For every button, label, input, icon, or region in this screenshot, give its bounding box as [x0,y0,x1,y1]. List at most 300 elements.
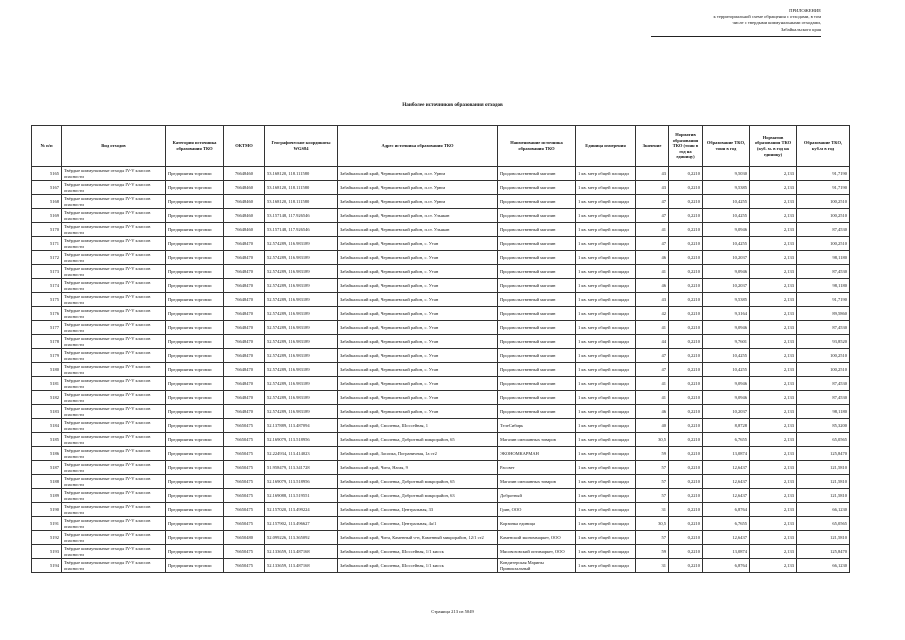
mass-tonnes-cell: 10,2037 [703,279,750,293]
row-number-cell: 5168 [32,195,62,209]
table-row [32,461,850,475]
waste-type-cell: Твёрдые коммунальные отходы IV-V классов опасности [62,419,166,433]
source-category-cell: Предприятия торговли [166,223,224,237]
address-cell: Забайкальский край, Чернышевский район, с. Утан [338,391,498,405]
unit-cell: 1 кв. метр общей площади [576,167,636,181]
volume-cell: 100,2510 [797,195,850,209]
unit-cell: 1 кв. метр общей площади [576,475,636,489]
source-category-cell: Предприятия торговли [166,531,224,545]
row-number-cell: 5177 [32,321,62,335]
source-name-cell: Продовольственный магазин [498,321,576,335]
unit-cell: 1 кв. метр общей площади [576,559,636,573]
waste-type-cell: Твёрдые коммунальные отходы IV-V классов опасности [62,391,166,405]
table-row [32,293,850,307]
source-category-cell: Предприятия торговли [166,433,224,447]
row-number-cell: 5182 [32,391,62,405]
norm-tonnes-cell: 0,2210 [669,489,703,503]
source-name-cell: Добротный [498,489,576,503]
unit-cell: 1 кв. метр общей площади [576,195,636,209]
norm-volume-cell: 2,133 [750,307,797,321]
oktmo-cell: 76648470 [224,363,265,377]
oktmo-cell: 76648460 [224,167,265,181]
oktmo-cell: 76648470 [224,237,265,251]
column-header: Вид отходов [62,126,166,167]
mass-tonnes-cell: 8,8728 [703,419,750,433]
oktmo-cell: 76650475 [224,419,265,433]
oktmo-cell: 76648470 [224,307,265,321]
norm-volume-cell: 2,133 [750,321,797,335]
appendix-line: Забайкальского края [780,26,821,32]
volume-cell: 121,5810 [797,461,850,475]
table-row [32,279,850,293]
norm-volume-cell: 2,133 [750,377,797,391]
volume-cell: 93,8520 [797,335,850,349]
oktmo-cell: 76650475 [224,433,265,447]
source-name-cell: Продовольственный магазин [498,349,576,363]
address-cell: Забайкальский край, Чернышевский район, с. Утан [338,237,498,251]
value-cell: 44 [636,335,669,349]
table-row [32,237,850,251]
mass-tonnes-cell: 9,5385 [703,181,750,195]
address-cell: Забайкальский край, Смоленка, Добротный микрорайон, 65 [338,433,498,447]
table-row [32,209,850,223]
source-name-cell: Продовольственный магазин [498,265,576,279]
row-number-cell: 5181 [32,377,62,391]
norm-volume-cell: 2,133 [750,279,797,293]
coordinates-cell: 52.574289, 116.983189 [265,279,338,293]
source-name-cell: Продовольственный магазин [498,209,576,223]
source-name-cell: Продовольственный магазин [498,181,576,195]
table-row [32,559,850,573]
table-row [32,195,850,209]
source-name-cell: Каменский экономмаркет, ООО [498,531,576,545]
oktmo-cell: 76650475 [224,489,265,503]
coordinates-cell: 52.574289, 116.983189 [265,307,338,321]
address-cell: Забайкальский край, Чита, Нагая, 9 [338,461,498,475]
norm-tonnes-cell: 0,2210 [669,531,703,545]
norm-volume-cell: 2,133 [750,545,797,559]
volume-cell: 91,7190 [797,293,850,307]
column-header: ОКТМО [224,126,265,167]
page-number: Страница 213 из 5049 [431,609,474,614]
unit-cell: 1 кв. метр общей площади [576,447,636,461]
source-category-cell: Предприятия торговли [166,419,224,433]
volume-cell: 65,0565 [797,517,850,531]
row-number-cell: 5191 [32,517,62,531]
norm-tonnes-cell: 0,2210 [669,195,703,209]
value-cell: 57 [636,461,669,475]
source-category-cell: Предприятия торговли [166,293,224,307]
value-cell: 31 [636,503,669,517]
waste-type-cell: Твёрдые коммунальные отходы IV-V классов опасности [62,475,166,489]
norm-volume-cell: 2,133 [750,517,797,531]
oktmo-cell: 76650475 [224,517,265,531]
coordinates-cell: 52.169079, 113.518956 [265,433,338,447]
oktmo-cell: 76648470 [224,335,265,349]
norm-volume-cell: 2,133 [750,391,797,405]
coordinates-cell: 52.574289, 116.983189 [265,405,338,419]
volume-cell: 91,7190 [797,167,850,181]
oktmo-cell: 76650480 [224,531,265,545]
table-row [32,335,850,349]
source-name-cell: Магазин смешанных товаров [498,433,576,447]
row-number-cell: 5176 [32,307,62,321]
unit-cell: 1 кв. метр общей площади [576,531,636,545]
volume-cell: 125,8470 [797,447,850,461]
row-number-cell: 5170 [32,223,62,237]
source-category-cell: Предприятия торговли [166,475,224,489]
norm-volume-cell: 2,133 [750,251,797,265]
norm-tonnes-cell: 0,2210 [669,349,703,363]
mass-tonnes-cell: 9,0946 [703,265,750,279]
waste-type-cell: Твёрдые коммунальные отходы IV-V классов опасности [62,279,166,293]
unit-cell: 1 кв. метр общей площади [576,223,636,237]
oktmo-cell: 76648460 [224,195,265,209]
waste-type-cell: Твёрдые коммунальные отходы IV-V классов опасности [62,321,166,335]
address-cell: Забайкальский край, Смоленка, Шоссейная, 1 [338,419,498,433]
oktmo-cell: 76650475 [224,461,265,475]
unit-cell: 1 кв. метр общей площади [576,321,636,335]
norm-tonnes-cell: 0,2210 [669,475,703,489]
address-cell: Забайкальский край, Чернышевский район, с. Утан [338,405,498,419]
row-number-cell: 5187 [32,461,62,475]
table-body [32,167,850,573]
mass-tonnes-cell: 12,6437 [703,461,750,475]
volume-cell: 87,4530 [797,321,850,335]
mass-tonnes-cell: 9,0946 [703,223,750,237]
oktmo-cell: 76648460 [224,209,265,223]
row-number-cell: 5186 [32,447,62,461]
coordinates-cell: 52.574289, 116.983189 [265,321,338,335]
norm-volume-cell: 2,133 [750,167,797,181]
value-cell: 41 [636,391,669,405]
address-cell: Забайкальский край, Чернышевский район, с. Утан [338,293,498,307]
value-cell: 46 [636,279,669,293]
value-cell: 42 [636,307,669,321]
address-cell: Забайкальский край, Чернышевский район, с. Утан [338,307,498,321]
norm-volume-cell: 2,133 [750,447,797,461]
volume-cell: 87,4530 [797,391,850,405]
volume-cell: 66,1230 [797,559,850,573]
address-cell: Забайкальский край, Чернышевский район, с. Утан [338,377,498,391]
volume-cell: 100,2510 [797,209,850,223]
unit-cell: 1 кв. метр общей площади [576,363,636,377]
norm-volume-cell: 2,133 [750,223,797,237]
source-name-cell: Продовольственный магазин [498,405,576,419]
address-cell: Забайкальский край, Чернышевский район, с. Утан [338,279,498,293]
appendix-rule [651,36,821,37]
source-name-cell: Продовольственный магазин [498,195,576,209]
waste-type-cell: Твёрдые коммунальные отходы IV-V классов опасности [62,545,166,559]
value-cell: 30,5 [636,517,669,531]
row-number-cell: 5165 [32,167,62,181]
table-row [32,251,850,265]
source-category-cell: Предприятия торговли [166,545,224,559]
value-cell: 47 [636,363,669,377]
unit-cell: 1 кв. метр общей площади [576,209,636,223]
norm-tonnes-cell: 0,2210 [669,391,703,405]
column-header: Категория источника образования ТКО [166,126,224,167]
unit-cell: 1 кв. метр общей площади [576,335,636,349]
source-name-cell: Мясовозовский оптимаркет, ООО [498,545,576,559]
norm-volume-cell: 2,133 [750,559,797,573]
mass-tonnes-cell: 9,7601 [703,335,750,349]
oktmo-cell: 76648470 [224,293,265,307]
mass-tonnes-cell: 6,7655 [703,433,750,447]
address-cell: Забайкальский край, Чернышевский район, с. Утан [338,349,498,363]
row-number-cell: 5172 [32,251,62,265]
coordinates-cell: 52.169079, 113.518956 [265,475,338,489]
oktmo-cell: 76648470 [224,265,265,279]
volume-cell: 121,5810 [797,531,850,545]
mass-tonnes-cell: 6,8764 [703,503,750,517]
table-row [32,349,850,363]
coordinates-cell: 52.574289, 116.983189 [265,363,338,377]
volume-cell: 98,1180 [797,279,850,293]
source-name-cell: ЭКОНОМКАРМАН [498,447,576,461]
row-number-cell: 5192 [32,531,62,545]
mass-tonnes-cell: 9,0946 [703,377,750,391]
source-category-cell: Предприятия торговли [166,559,224,573]
row-number-cell: 5171 [32,237,62,251]
source-name-cell: Продовольственный магазин [498,167,576,181]
appendix-line: к территориальной схеме обращения с отходами, в том [713,14,821,20]
source-category-cell: Предприятия торговли [166,321,224,335]
table-row [32,545,850,559]
row-number-cell: 5173 [32,265,62,279]
source-category-cell: Предприятия торговли [166,363,224,377]
source-category-cell: Предприятия торговли [166,349,224,363]
norm-volume-cell: 2,133 [750,293,797,307]
address-cell: Забайкальский край, Чернышевский район, с. Утан [338,335,498,349]
unit-cell: 1 кв. метр общей площади [576,517,636,531]
volume-cell: 100,2510 [797,237,850,251]
waste-type-cell: Твёрдые коммунальные отходы IV-V классов опасности [62,265,166,279]
mass-tonnes-cell: 10,4255 [703,209,750,223]
value-cell: 40 [636,419,669,433]
oktmo-cell: 76650475 [224,503,265,517]
address-cell: Забайкальский край, Засопка, Пограничная, 1а ст2 [338,447,498,461]
source-name-cell: Продовольственный магазин [498,251,576,265]
norm-tonnes-cell: 0,2210 [669,377,703,391]
source-category-cell: Предприятия торговли [166,405,224,419]
norm-volume-cell: 2,133 [750,405,797,419]
waste-type-cell: Твёрдые коммунальные отходы IV-V классов опасности [62,503,166,517]
mass-tonnes-cell: 12,6437 [703,475,750,489]
oktmo-cell: 76650475 [224,559,265,573]
volume-cell: 89,5860 [797,307,850,321]
mass-tonnes-cell: 10,4255 [703,363,750,377]
unit-cell: 1 кв. метр общей площади [576,251,636,265]
mass-tonnes-cell: 9,0946 [703,391,750,405]
value-cell: 57 [636,489,669,503]
mass-tonnes-cell: 10,2037 [703,405,750,419]
source-name-cell: Кондитерская Марины Привокзальный [498,559,576,573]
value-cell: 59 [636,545,669,559]
volume-cell: 85,3200 [797,419,850,433]
document-title: Наиболее источников образования отходов [402,102,503,108]
norm-volume-cell: 2,133 [750,195,797,209]
table-row [32,265,850,279]
coordinates-cell: 53.168120, 118.111580 [265,195,338,209]
volume-cell: 125,8470 [797,545,850,559]
norm-volume-cell: 2,133 [750,503,797,517]
unit-cell: 1 кв. метр общей площади [576,377,636,391]
value-cell: 46 [636,251,669,265]
coordinates-cell: 52.133659, 113.487168 [265,545,338,559]
norm-tonnes-cell: 0,2210 [669,307,703,321]
norm-tonnes-cell: 0,2210 [669,279,703,293]
value-cell: 43 [636,167,669,181]
table-row [32,419,850,433]
waste-type-cell: Твёрдые коммунальные отходы IV-V классов опасности [62,489,166,503]
row-number-cell: 5179 [32,349,62,363]
table-row [32,503,850,517]
table-row [32,181,850,195]
coordinates-cell: 52.574289, 116.983189 [265,237,338,251]
coordinates-cell: 52.574289, 116.983189 [265,265,338,279]
coordinates-cell: 53.157148, 117.926546 [265,209,338,223]
norm-tonnes-cell: 0,2210 [669,335,703,349]
unit-cell: 1 кв. метр общей площади [576,433,636,447]
row-number-cell: 5180 [32,363,62,377]
waste-type-cell: Твёрдые коммунальные отходы IV-V классов опасности [62,377,166,391]
address-cell: Забайкальский край, Чернышевский район, с. Утан [338,251,498,265]
source-category-cell: Предприятия торговли [166,195,224,209]
row-number-cell: 5174 [32,279,62,293]
column-header: Географические координаты WGS84 [265,126,338,167]
unit-cell: 1 кв. метр общей площади [576,489,636,503]
norm-tonnes-cell: 0,2210 [669,321,703,335]
mass-tonnes-cell: 9,5385 [703,293,750,307]
value-cell: 47 [636,195,669,209]
table-header-row [32,126,850,167]
row-number-cell: 5169 [32,209,62,223]
source-name-cell: Продовольственный магазин [498,377,576,391]
norm-tonnes-cell: 0,2210 [669,265,703,279]
norm-tonnes-cell: 0,2210 [669,293,703,307]
coordinates-cell: 52.574289, 116.983189 [265,335,338,349]
value-cell: 59 [636,447,669,461]
source-name-cell: Грин, ООО [498,503,576,517]
coordinates-cell: 52.574289, 116.983189 [265,377,338,391]
coordinates-cell: 52.133659, 113.487168 [265,559,338,573]
waste-type-cell: Твёрдые коммунальные отходы IV-V классов опасности [62,335,166,349]
mass-tonnes-cell: 12,6437 [703,489,750,503]
column-header: Норматив образования ТКО (тонн в год на единицу) [669,126,703,167]
source-name-cell: Продовольственный магазин [498,363,576,377]
unit-cell: 1 кв. метр общей площади [576,391,636,405]
source-category-cell: Предприятия торговли [166,279,224,293]
norm-tonnes-cell: 0,2210 [669,237,703,251]
waste-type-cell: Твёрдые коммунальные отходы IV-V классов опасности [62,531,166,545]
volume-cell: 65,0565 [797,433,850,447]
source-name-cell: Продовольственный магазин [498,237,576,251]
row-number-cell: 5188 [32,475,62,489]
volume-cell: 98,1180 [797,405,850,419]
volume-cell: 100,2510 [797,349,850,363]
coordinates-cell: 52.574289, 116.983189 [265,293,338,307]
table-row [32,489,850,503]
column-header: Адрес источника образования ТКО [338,126,498,167]
address-cell: Забайкальский край, Смоленка, Шоссейная, 1/1 киоск [338,559,498,573]
coordinates-cell: 52.099226, 113.365092 [265,531,338,545]
appendix-line: ПРИЛОЖЕНИЕ [789,8,821,13]
volume-cell: 87,4530 [797,265,850,279]
coordinates-cell: 53.157148, 117.926546 [265,223,338,237]
norm-tonnes-cell: 0,2210 [669,167,703,181]
source-category-cell: Предприятия торговли [166,209,224,223]
volume-cell: 121,5810 [797,489,850,503]
address-cell: Забайкальский край, Чернышевский район, п.ст. Урюм [338,195,498,209]
source-category-cell: Предприятия торговли [166,391,224,405]
waste-type-cell: Твёрдые коммунальные отходы IV-V классов опасности [62,251,166,265]
waste-type-cell: Твёрдые коммунальные отходы IV-V классов опасности [62,223,166,237]
waste-sources-table [31,125,850,573]
waste-type-cell: Твёрдые коммунальные отходы IV-V классов опасности [62,209,166,223]
value-cell: 41 [636,223,669,237]
table-row [32,405,850,419]
source-category-cell: Предприятия торговли [166,251,224,265]
source-name-cell: Продовольственный магазин [498,293,576,307]
coordinates-cell: 51.958479, 113.341728 [265,461,338,475]
address-cell: Забайкальский край, Смоленка, Добротный микрорайон, 65 [338,475,498,489]
appendix-header [651,8,821,33]
mass-tonnes-cell: 13,0874 [703,447,750,461]
address-cell: Забайкальский край, Смоленка, Шоссейная, 1/1 киоск [338,545,498,559]
oktmo-cell: 76648470 [224,279,265,293]
value-cell: 43 [636,181,669,195]
unit-cell: 1 кв. метр общей площади [576,545,636,559]
source-category-cell: Предприятия торговли [166,167,224,181]
norm-tonnes-cell: 0,2210 [669,447,703,461]
waste-type-cell: Твёрдые коммунальные отходы IV-V классов опасности [62,167,166,181]
waste-type-cell: Твёрдые коммунальные отходы IV-V классов опасности [62,237,166,251]
volume-cell: 91,7190 [797,181,850,195]
table-row [32,223,850,237]
value-cell: 43 [636,293,669,307]
oktmo-cell: 76648470 [224,321,265,335]
norm-volume-cell: 2,133 [750,489,797,503]
source-name-cell: Продовольственный магазин [498,279,576,293]
waste-type-cell: Твёрдые коммунальные отходы IV-V классов опасности [62,195,166,209]
mass-tonnes-cell: 10,4255 [703,349,750,363]
column-header: Единица измерения [576,126,636,167]
source-category-cell: Предприятия торговли [166,181,224,195]
unit-cell: 1 кв. метр общей площади [576,307,636,321]
norm-tonnes-cell: 0,2210 [669,405,703,419]
address-cell: Забайкальский край, Чернышевский район, п.ст. Ульякан [338,223,498,237]
row-number-cell: 5193 [32,545,62,559]
table-row [32,433,850,447]
source-category-cell: Предприятия торговли [166,265,224,279]
source-name-cell: ТелеСибирь [498,419,576,433]
table-row [32,307,850,321]
norm-volume-cell: 2,133 [750,335,797,349]
waste-type-cell: Твёрдые коммунальные отходы IV-V классов опасности [62,363,166,377]
source-category-cell: Предприятия торговли [166,237,224,251]
unit-cell: 1 кв. метр общей площади [576,279,636,293]
norm-volume-cell: 2,133 [750,349,797,363]
mass-tonnes-cell: 6,8764 [703,559,750,573]
source-name-cell: Продовольственный магазин [498,223,576,237]
norm-volume-cell: 2,133 [750,237,797,251]
oktmo-cell: 76648470 [224,405,265,419]
norm-tonnes-cell: 0,2210 [669,419,703,433]
coordinates-cell: 53.168120, 118.111580 [265,181,338,195]
norm-tonnes-cell: 0,2210 [669,461,703,475]
mass-tonnes-cell: 12,6437 [703,531,750,545]
